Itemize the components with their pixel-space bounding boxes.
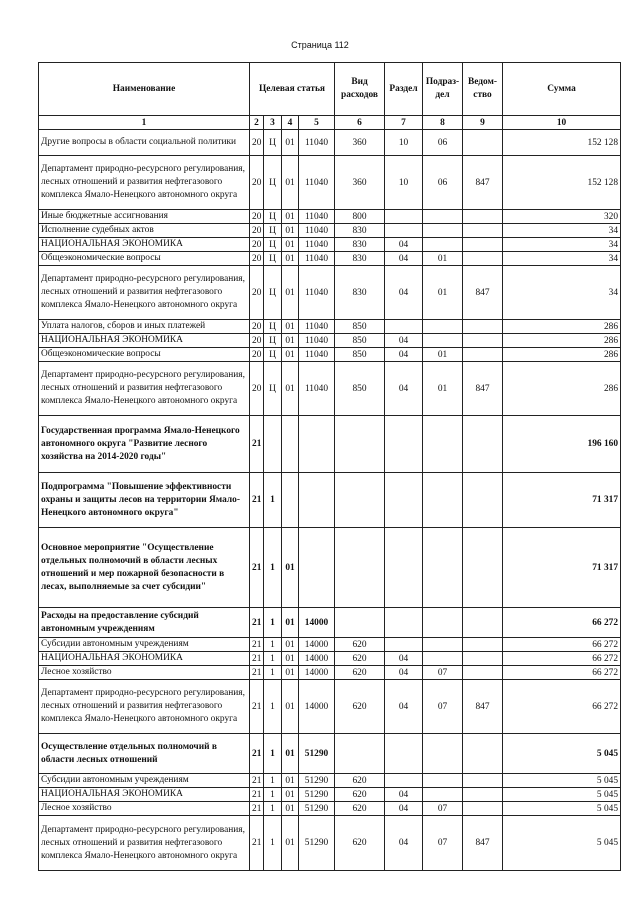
section-cell: 04 [385,652,423,666]
department-cell [463,638,503,652]
expense-type-cell: 850 [335,362,385,416]
target-code-subprogram: Ц [264,348,282,362]
subsection-cell: 01 [423,348,463,362]
sum-cell: 34 [503,266,621,320]
subsection-cell [423,774,463,788]
target-code-program: 21 [250,788,264,802]
target-code-activity: 01 [282,666,299,680]
target-code-program: 20 [250,348,264,362]
table-row [39,802,621,816]
subsection-cell [423,416,463,473]
target-code-program: 21 [250,652,264,666]
target-code-direction: 11040 [299,130,335,156]
column-number: 6 [335,116,385,130]
table-row [39,266,621,320]
target-code-subprogram: Ц [264,252,282,266]
target-code-activity [282,473,299,528]
subsection-cell [423,334,463,348]
target-code-activity [282,416,299,473]
row-name: НАЦИОНАЛЬНАЯ ЭКОНОМИКА [39,652,250,666]
department-cell [463,210,503,224]
row-name: Департамент природно-ресурсного регулирования, лесных отношений и развития нефтегазового комплекса Ямало-Ненецкого автономного округа [39,680,250,734]
sum-cell: 5 045 [503,788,621,802]
target-code-subprogram: Ц [264,224,282,238]
target-code-activity: 01 [282,348,299,362]
department-cell: 847 [463,362,503,416]
table-row [39,666,621,680]
row-name: НАЦИОНАЛЬНАЯ ЭКОНОМИКА [39,334,250,348]
section-cell: 04 [385,348,423,362]
target-code-activity: 01 [282,266,299,320]
table-row [39,638,621,652]
header-section: Раздел [385,63,423,116]
target-code-activity: 01 [282,130,299,156]
department-cell: 847 [463,680,503,734]
sum-cell: 286 [503,348,621,362]
section-cell [385,734,423,774]
expense-type-cell: 620 [335,652,385,666]
section-cell: 04 [385,266,423,320]
target-code-activity: 01 [282,816,299,871]
table-body [39,130,621,871]
target-code-subprogram: Ц [264,130,282,156]
department-cell [463,348,503,362]
table-row [39,734,621,774]
subsection-cell: 07 [423,802,463,816]
row-name: Субсидии автономным учреждениям [39,774,250,788]
expense-type-cell: 620 [335,666,385,680]
section-cell [385,638,423,652]
row-name: Другие вопросы в области социальной политики [39,130,250,156]
target-code-direction: 11040 [299,238,335,252]
row-name: Департамент природно-ресурсного регулирования, лесных отношений и развития нефтегазового комплекса Ямало-Ненецкого автономного округа [39,266,250,320]
target-code-activity: 01 [282,608,299,638]
subsection-cell: 07 [423,680,463,734]
target-code-program: 21 [250,638,264,652]
target-code-subprogram: 1 [264,734,282,774]
department-cell [463,528,503,608]
sum-cell: 286 [503,362,621,416]
target-code-activity: 01 [282,638,299,652]
column-number: 3 [264,116,282,130]
expense-type-cell: 620 [335,788,385,802]
header-row [39,63,621,116]
row-name: Общеэкономические вопросы [39,252,250,266]
target-code-subprogram: Ц [264,362,282,416]
target-code-program: 21 [250,802,264,816]
target-code-subprogram: Ц [264,238,282,252]
subsection-cell: 06 [423,156,463,210]
target-code-subprogram: Ц [264,320,282,334]
row-name: Департамент природно-ресурсного регулирования, лесных отношений и развития нефтегазового комплекса Ямало-Ненецкого автономного округа [39,816,250,871]
target-code-subprogram: 1 [264,473,282,528]
department-cell [463,666,503,680]
department-cell [463,788,503,802]
expense-type-cell: 360 [335,130,385,156]
sum-cell: 152 128 [503,130,621,156]
section-cell [385,608,423,638]
target-code-program: 20 [250,156,264,210]
target-code-activity: 01 [282,334,299,348]
header-department: Ведом-ство [463,63,503,116]
target-code-direction: 14000 [299,666,335,680]
table-row [39,473,621,528]
target-code-subprogram: 1 [264,638,282,652]
expense-type-cell: 620 [335,638,385,652]
table-row [39,224,621,238]
target-code-direction: 51290 [299,788,335,802]
target-code-program: 21 [250,816,264,871]
column-number: 2 [250,116,264,130]
department-cell [463,608,503,638]
target-code-activity: 01 [282,652,299,666]
column-number: 9 [463,116,503,130]
table-row [39,362,621,416]
department-cell [463,652,503,666]
sum-cell: 66 272 [503,608,621,638]
department-cell [463,224,503,238]
section-cell [385,473,423,528]
section-cell [385,416,423,473]
target-code-program: 21 [250,680,264,734]
section-cell: 04 [385,816,423,871]
row-name: Департамент природно-ресурсного регулирования, лесных отношений и развития нефтегазового комплекса Ямало-Ненецкого автономного округа [39,362,250,416]
target-code-activity: 01 [282,320,299,334]
page-number-label: Страница 112 [291,40,349,50]
target-code-activity: 01 [282,224,299,238]
target-code-direction: 51290 [299,802,335,816]
section-cell: 04 [385,252,423,266]
subsection-cell: 01 [423,252,463,266]
target-code-subprogram: 1 [264,774,282,788]
row-name: Осуществление отдельных полномочий в области лесных отношений [39,734,250,774]
row-name: Уплата налогов, сборов и иных платежей [39,320,250,334]
target-code-activity: 01 [282,252,299,266]
table-row [39,334,621,348]
department-cell [463,774,503,788]
expense-type-cell: 620 [335,802,385,816]
row-name: Исполнение судебных актов [39,224,250,238]
target-code-direction [299,416,335,473]
row-name: Общеэкономические вопросы [39,348,250,362]
target-code-program: 21 [250,416,264,473]
target-code-direction [299,528,335,608]
target-code-subprogram: 1 [264,666,282,680]
department-cell: 847 [463,156,503,210]
column-number: 7 [385,116,423,130]
target-code-direction: 11040 [299,156,335,210]
expense-type-cell: 800 [335,210,385,224]
table-row [39,788,621,802]
table-row [39,608,621,638]
target-code-subprogram: 1 [264,788,282,802]
sum-cell: 66 272 [503,666,621,680]
table-row [39,252,621,266]
subsection-cell [423,238,463,252]
table-row [39,320,621,334]
target-code-program: 20 [250,130,264,156]
target-code-direction: 14000 [299,680,335,734]
department-cell [463,238,503,252]
target-code-subprogram: Ц [264,334,282,348]
target-code-direction: 11040 [299,320,335,334]
target-code-activity: 01 [282,210,299,224]
row-name: Государственная программа Ямало-Ненецкого автономного округа "Развитие лесного хозяйства на 2014-2020 годы" [39,416,250,473]
subsection-cell [423,734,463,774]
department-cell [463,473,503,528]
target-code-direction: 11040 [299,252,335,266]
sum-cell: 34 [503,238,621,252]
target-code-subprogram: 1 [264,816,282,871]
row-name: Лесное хозяйство [39,666,250,680]
subsection-cell: 06 [423,130,463,156]
target-code-activity: 01 [282,362,299,416]
expense-type-cell [335,473,385,528]
section-cell: 04 [385,788,423,802]
target-code-program: 21 [250,666,264,680]
section-cell: 10 [385,130,423,156]
department-cell [463,416,503,473]
target-code-direction: 14000 [299,638,335,652]
sum-cell: 34 [503,252,621,266]
target-code-direction: 11040 [299,348,335,362]
department-cell [463,320,503,334]
target-code-subprogram: 1 [264,528,282,608]
target-code-program: 20 [250,210,264,224]
target-code-subprogram [264,416,282,473]
sum-cell: 34 [503,224,621,238]
target-code-direction: 11040 [299,266,335,320]
section-cell: 04 [385,362,423,416]
table-row [39,348,621,362]
target-code-direction: 51290 [299,734,335,774]
target-code-activity: 01 [282,802,299,816]
expense-type-cell [335,734,385,774]
column-number: 1 [39,116,250,130]
table-row [39,680,621,734]
table-row [39,816,621,871]
subsection-cell [423,224,463,238]
expense-type-cell: 620 [335,816,385,871]
section-cell: 04 [385,334,423,348]
table-row [39,416,621,473]
budget-table [38,62,621,871]
column-number: 10 [503,116,621,130]
expense-type-cell: 830 [335,252,385,266]
expense-type-cell: 830 [335,224,385,238]
sum-cell: 71 317 [503,473,621,528]
section-cell: 04 [385,680,423,734]
target-code-subprogram: Ц [264,210,282,224]
department-cell [463,252,503,266]
expense-type-cell: 850 [335,320,385,334]
sum-cell: 5 045 [503,774,621,788]
target-code-program: 21 [250,608,264,638]
expense-type-cell: 620 [335,774,385,788]
subsection-cell [423,638,463,652]
target-code-program: 20 [250,362,264,416]
target-code-program: 21 [250,473,264,528]
sum-cell: 71 317 [503,528,621,608]
target-code-direction [299,473,335,528]
row-name: Субсидии автономным учреждениям [39,638,250,652]
sum-cell: 286 [503,320,621,334]
header-subsection: Подраз-дел [423,63,463,116]
section-cell: 04 [385,666,423,680]
section-cell: 04 [385,802,423,816]
section-cell [385,210,423,224]
section-cell: 04 [385,238,423,252]
target-code-activity: 01 [282,156,299,210]
target-code-subprogram: 1 [264,680,282,734]
department-cell [463,334,503,348]
target-code-program: 21 [250,528,264,608]
section-cell [385,320,423,334]
target-code-program: 20 [250,266,264,320]
table-row [39,130,621,156]
target-code-program: 21 [250,774,264,788]
subsection-cell: 01 [423,266,463,320]
department-cell: 847 [463,816,503,871]
expense-type-cell: 830 [335,238,385,252]
expense-type-cell: 620 [335,680,385,734]
subsection-cell [423,320,463,334]
target-code-program: 20 [250,334,264,348]
header-expense-type: Вид расходов [335,63,385,116]
section-cell [385,528,423,608]
table-row [39,156,621,210]
expense-type-cell [335,416,385,473]
subsection-cell [423,652,463,666]
subsection-cell: 01 [423,362,463,416]
target-code-subprogram: 1 [264,608,282,638]
target-code-direction: 11040 [299,334,335,348]
subsection-cell: 07 [423,666,463,680]
sum-cell: 320 [503,210,621,224]
target-code-activity: 01 [282,528,299,608]
department-cell: 847 [463,266,503,320]
sum-cell: 196 160 [503,416,621,473]
section-cell [385,224,423,238]
sum-cell: 66 272 [503,638,621,652]
target-code-activity: 01 [282,788,299,802]
sum-cell: 5 045 [503,816,621,871]
subsection-cell [423,608,463,638]
sum-cell: 5 045 [503,734,621,774]
department-cell [463,802,503,816]
row-name: Департамент природно-ресурсного регулирования, лесных отношений и развития нефтегазового комплекса Ямало-Ненецкого автономного округа [39,156,250,210]
header-name: Наименование [39,63,250,116]
row-name: Подпрограмма "Повышение эффективности охраны и защиты лесов на территории Ямало-Ненецкого автономного округа" [39,473,250,528]
section-cell: 10 [385,156,423,210]
subsection-cell: 07 [423,816,463,871]
target-code-direction: 11040 [299,224,335,238]
expense-type-cell: 830 [335,266,385,320]
target-code-subprogram: Ц [264,156,282,210]
row-name: Расходы на предоставление субсидий автономным учреждениям [39,608,250,638]
target-code-program: 20 [250,224,264,238]
table-row [39,210,621,224]
sum-cell: 66 272 [503,680,621,734]
subsection-cell [423,473,463,528]
target-code-subprogram: 1 [264,802,282,816]
sum-cell: 66 272 [503,652,621,666]
row-name: Лесное хозяйство [39,802,250,816]
sum-cell: 5 045 [503,802,621,816]
expense-type-cell: 360 [335,156,385,210]
section-cell [385,774,423,788]
row-name: НАЦИОНАЛЬНАЯ ЭКОНОМИКА [39,788,250,802]
target-code-activity: 01 [282,734,299,774]
target-code-direction: 51290 [299,774,335,788]
expense-type-cell [335,528,385,608]
target-code-direction: 11040 [299,210,335,224]
header-sum: Сумма [503,63,621,116]
expense-type-cell [335,608,385,638]
target-code-activity: 01 [282,238,299,252]
table-row [39,528,621,608]
target-code-program: 20 [250,320,264,334]
target-code-subprogram: Ц [264,266,282,320]
row-name: Основное мероприятие "Осуществление отдельных полномочий в области лесных отношений и мер пожарной безопасности в лесах, выполняемые за счет субсидии" [39,528,250,608]
header-target-article: Целевая статья [250,63,335,116]
table-row [39,238,621,252]
column-number: 4 [282,116,299,130]
target-code-subprogram: 1 [264,652,282,666]
target-code-program: 20 [250,238,264,252]
target-code-direction: 14000 [299,608,335,638]
row-name: Иные бюджетные ассигнования [39,210,250,224]
department-cell [463,734,503,774]
subsection-cell [423,788,463,802]
column-number: 5 [299,116,335,130]
sum-cell: 286 [503,334,621,348]
target-code-activity: 01 [282,680,299,734]
target-code-program: 21 [250,734,264,774]
table-row [39,652,621,666]
row-name: НАЦИОНАЛЬНАЯ ЭКОНОМИКА [39,238,250,252]
target-code-direction: 14000 [299,652,335,666]
target-code-direction: 51290 [299,816,335,871]
department-cell [463,130,503,156]
subsection-cell [423,528,463,608]
column-number: 8 [423,116,463,130]
target-code-program: 20 [250,252,264,266]
subsection-cell [423,210,463,224]
expense-type-cell: 850 [335,334,385,348]
expense-type-cell: 850 [335,348,385,362]
target-code-activity: 01 [282,774,299,788]
sum-cell: 152 128 [503,156,621,210]
table-row [39,774,621,788]
column-number-row [39,116,621,130]
target-code-direction: 11040 [299,362,335,416]
